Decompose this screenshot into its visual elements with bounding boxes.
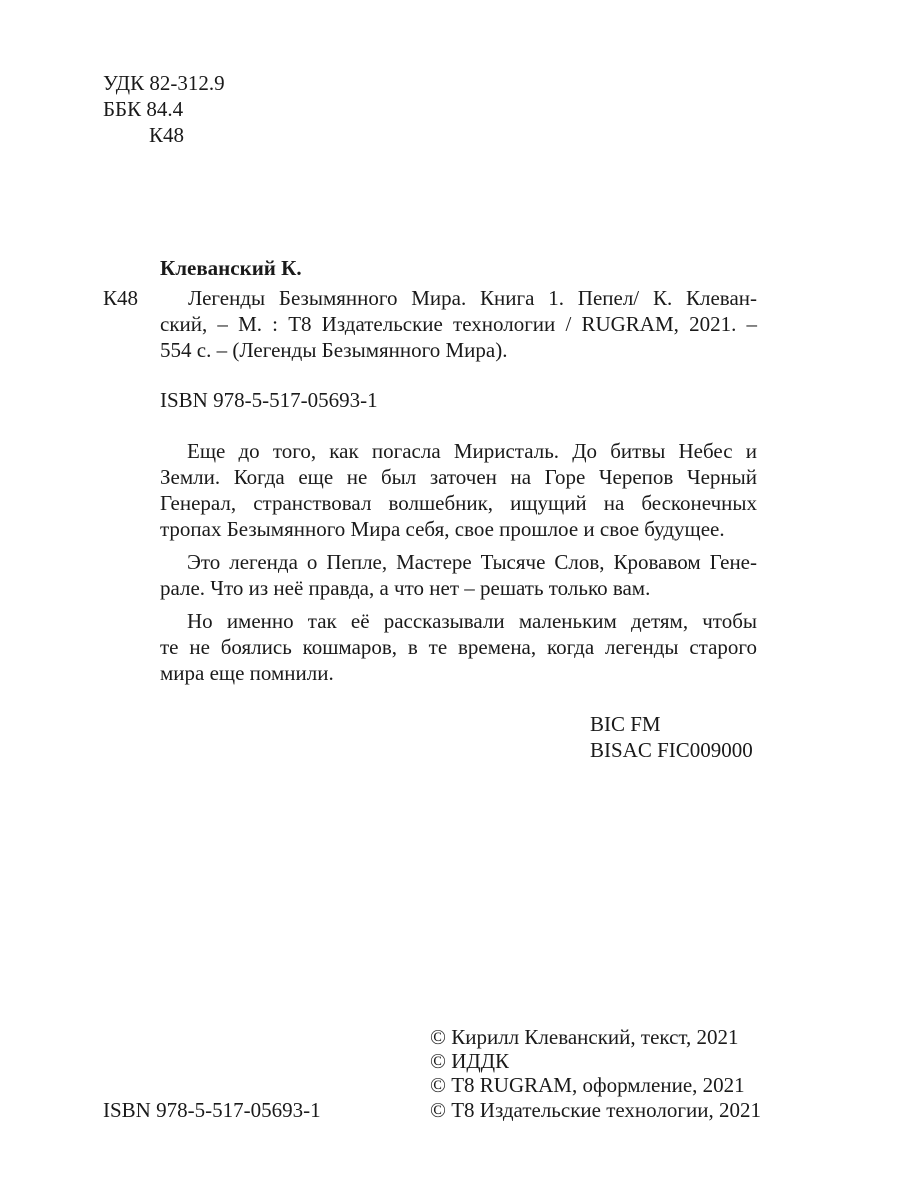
author-mark-top: К48 — [149, 123, 185, 147]
annotation-line: Это легенда о Пепле, Мастере Тысяче Слов, Кровавом Гене- — [187, 550, 757, 574]
annotation-line: мира еще помнили. — [160, 661, 334, 685]
isbn-footer: ISBN 978-5-517-05693-1 — [103, 1098, 321, 1122]
bibliographic-line: 554 с. – (Легенды Безымянного Мира). — [160, 338, 508, 362]
annotation-line: Еще до того, как погасла Миристаль. До битвы Небес и — [187, 439, 757, 463]
annotation-line: Генерал, странствовал волшебник, ищущий на бесконечных — [160, 491, 757, 515]
bisac-code: BISAC FIC009000 — [590, 738, 753, 762]
bbk-code: ББК 84.4 — [103, 97, 184, 121]
copyright-line: © ИДДК — [430, 1049, 510, 1073]
author-mark-left: К48 — [103, 286, 139, 310]
annotation-line: тропах Безымянного Мира себя, свое прошлое и свое будущее. — [160, 517, 725, 541]
bibliographic-line: Легенды Безымянного Мира. Книга 1. Пепел/ К. Клеван- — [188, 286, 757, 310]
copyright-line: © Кирилл Клеванский, текст, 2021 — [430, 1025, 739, 1049]
author-heading: Клеванский К. — [160, 256, 302, 280]
copyright-line: © Т8 Издательские технологии, 2021 — [430, 1098, 761, 1122]
annotation-line: рале. Что из неё правда, а что нет – решать только вам. — [160, 576, 651, 600]
annotation-line: Но именно так её рассказывали маленьким детям, чтобы — [187, 609, 757, 633]
isbn-number: ISBN 978-5-517-05693-1 — [160, 388, 378, 412]
copyright-line: © Т8 RUGRAM, оформление, 2021 — [430, 1073, 745, 1097]
annotation-line: те не боялись кошмаров, в те времена, когда легенды старого — [160, 635, 757, 659]
annotation-line: Земли. Когда еще не был заточен на Горе Черепов Черный — [160, 465, 757, 489]
bibliographic-line: ский, – М. : Т8 Издательские технологии / RUGRAM, 2021. – — [160, 312, 757, 336]
udk-code: УДК 82-312.9 — [103, 71, 225, 95]
bic-code: BIC FM — [590, 712, 661, 736]
